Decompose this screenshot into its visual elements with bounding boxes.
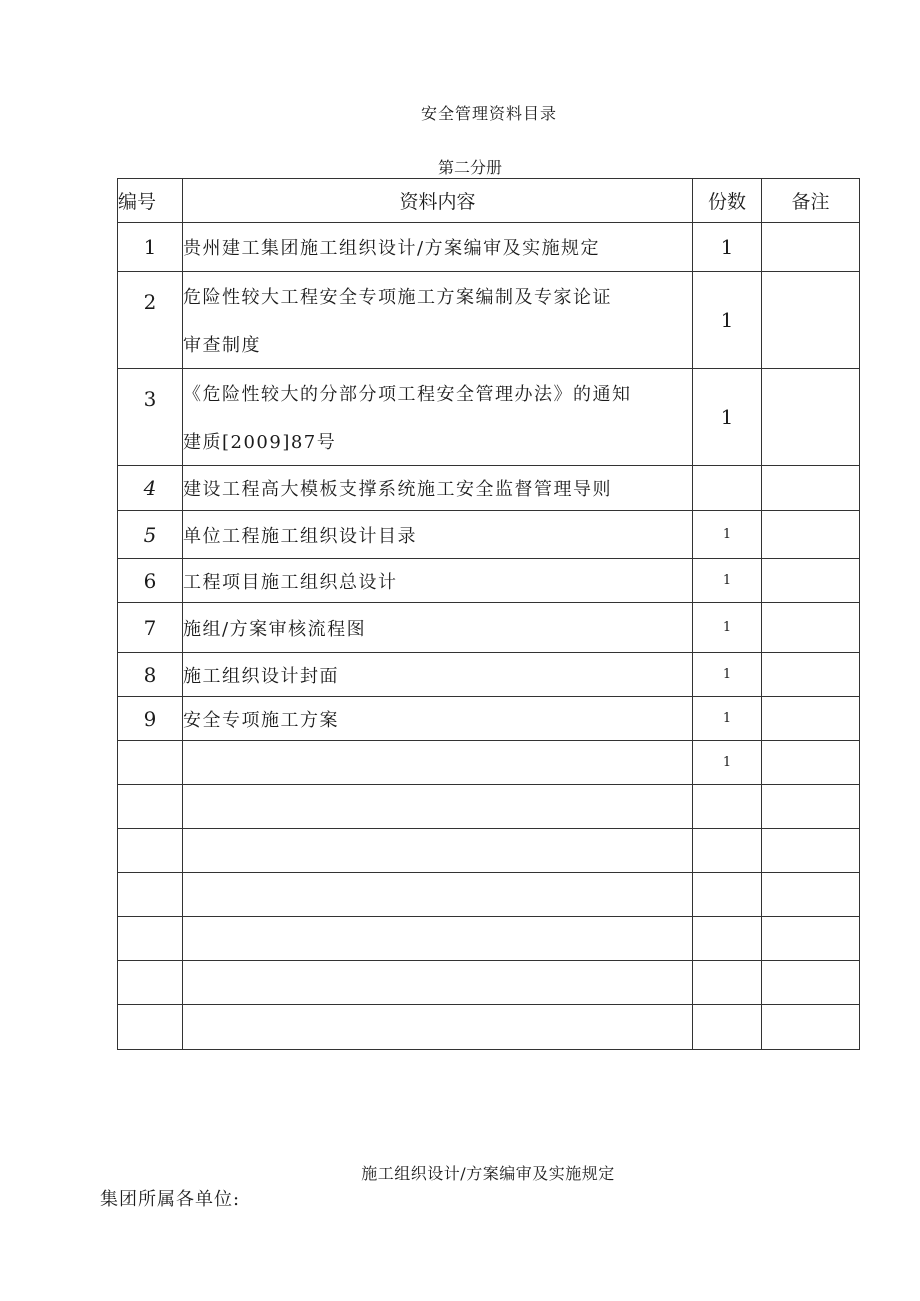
row-no bbox=[118, 873, 183, 917]
row-no bbox=[118, 917, 183, 961]
table-row bbox=[118, 466, 860, 511]
row-content: 贵州建工集团施工组织设计/方案编审及实施规定 bbox=[183, 223, 693, 272]
row-content bbox=[183, 1005, 693, 1050]
row-remarks bbox=[762, 741, 860, 785]
row-content: 单位工程施工组织设计目录 bbox=[183, 511, 693, 559]
row-no: 9 bbox=[118, 697, 183, 741]
row-content-line: 危险性较大工程安全专项施工方案编制及专家论证 bbox=[183, 287, 612, 308]
row-no bbox=[118, 741, 183, 785]
table-row bbox=[118, 653, 860, 697]
table-row bbox=[118, 917, 860, 961]
section-title: 施工组织设计/方案编审及实施规定 bbox=[361, 1164, 615, 1183]
table-row bbox=[118, 873, 860, 917]
row-content bbox=[183, 741, 693, 785]
row-remarks bbox=[762, 829, 860, 873]
row-remarks bbox=[762, 653, 860, 697]
row-no: 8 bbox=[118, 653, 183, 697]
table-row bbox=[118, 961, 860, 1005]
document-subtitle: 第二分册 bbox=[437, 158, 502, 177]
row-copies: 1 bbox=[693, 741, 762, 785]
table-row bbox=[118, 741, 860, 785]
row-no: 4 bbox=[118, 466, 183, 511]
row-remarks bbox=[762, 1005, 860, 1050]
table-row bbox=[118, 829, 860, 873]
row-copies bbox=[693, 785, 762, 829]
table-row bbox=[118, 559, 860, 603]
row-copies: 1 bbox=[693, 223, 762, 272]
row-content-line: 建质[2009]87号 bbox=[183, 432, 337, 453]
header-remarks: 备注 bbox=[762, 179, 860, 223]
row-content: 施工组织设计封面 bbox=[183, 653, 693, 697]
row-no bbox=[118, 785, 183, 829]
row-content: 安全专项施工方案 bbox=[183, 697, 693, 741]
row-remarks bbox=[762, 785, 860, 829]
row-remarks bbox=[762, 559, 860, 603]
row-copies bbox=[693, 917, 762, 961]
row-copies: 1 bbox=[693, 653, 762, 697]
row-remarks bbox=[762, 369, 860, 466]
row-copies: 1 bbox=[693, 511, 762, 559]
header-no: 编号 bbox=[118, 179, 183, 223]
row-remarks bbox=[762, 511, 860, 559]
row-content bbox=[183, 873, 693, 917]
row-no bbox=[118, 961, 183, 1005]
row-copies bbox=[693, 873, 762, 917]
row-content: 建设工程高大模板支撑系统施工安全监督管理导则 bbox=[183, 466, 693, 511]
row-no: 2 bbox=[118, 272, 183, 369]
row-remarks bbox=[762, 223, 860, 272]
row-no bbox=[118, 829, 183, 873]
row-content bbox=[183, 785, 693, 829]
row-copies: 1 bbox=[693, 272, 762, 369]
row-content-line: 《危险性较大的分部分项工程安全管理办法》的通知 bbox=[183, 384, 632, 405]
row-no: 3 bbox=[118, 369, 183, 466]
row-copies: 1 bbox=[693, 559, 762, 603]
row-no: 1 bbox=[118, 223, 183, 272]
row-remarks bbox=[762, 873, 860, 917]
row-no: 5 bbox=[118, 511, 183, 559]
table-row bbox=[118, 369, 860, 466]
row-copies: 1 bbox=[693, 697, 762, 741]
row-remarks bbox=[762, 917, 860, 961]
row-remarks bbox=[762, 272, 860, 369]
row-content: 工程项目施工组织总设计 bbox=[183, 559, 693, 603]
row-remarks bbox=[762, 961, 860, 1005]
row-content-line: 审查制度 bbox=[183, 335, 261, 356]
row-copies bbox=[693, 829, 762, 873]
header-copies: 份数 bbox=[693, 179, 762, 223]
row-content: 施组/方案审核流程图 bbox=[183, 603, 693, 653]
row-no: 7 bbox=[118, 603, 183, 653]
row-content bbox=[183, 272, 693, 369]
row-content bbox=[183, 829, 693, 873]
row-copies: 1 bbox=[693, 603, 762, 653]
row-copies bbox=[693, 961, 762, 1005]
row-copies: 1 bbox=[693, 369, 762, 466]
row-content bbox=[183, 369, 693, 466]
row-copies bbox=[693, 1005, 762, 1050]
table-row bbox=[118, 223, 860, 272]
header-content: 资料内容 bbox=[183, 179, 693, 223]
table-row bbox=[118, 603, 860, 653]
table-row bbox=[118, 1005, 860, 1050]
row-no: 6 bbox=[118, 559, 183, 603]
table-row bbox=[118, 785, 860, 829]
row-remarks bbox=[762, 603, 860, 653]
table-row bbox=[118, 272, 860, 369]
row-content bbox=[183, 961, 693, 1005]
row-content bbox=[183, 917, 693, 961]
row-copies bbox=[693, 466, 762, 511]
salutation: 集团所属各单位: bbox=[100, 1189, 241, 1210]
table-row bbox=[118, 511, 860, 559]
row-no bbox=[118, 1005, 183, 1050]
row-remarks bbox=[762, 697, 860, 741]
table-header-row bbox=[118, 179, 860, 223]
document-title: 安全管理资料目录 bbox=[420, 104, 557, 123]
catalog-table bbox=[117, 178, 860, 1050]
table-row bbox=[118, 697, 860, 741]
row-remarks bbox=[762, 466, 860, 511]
